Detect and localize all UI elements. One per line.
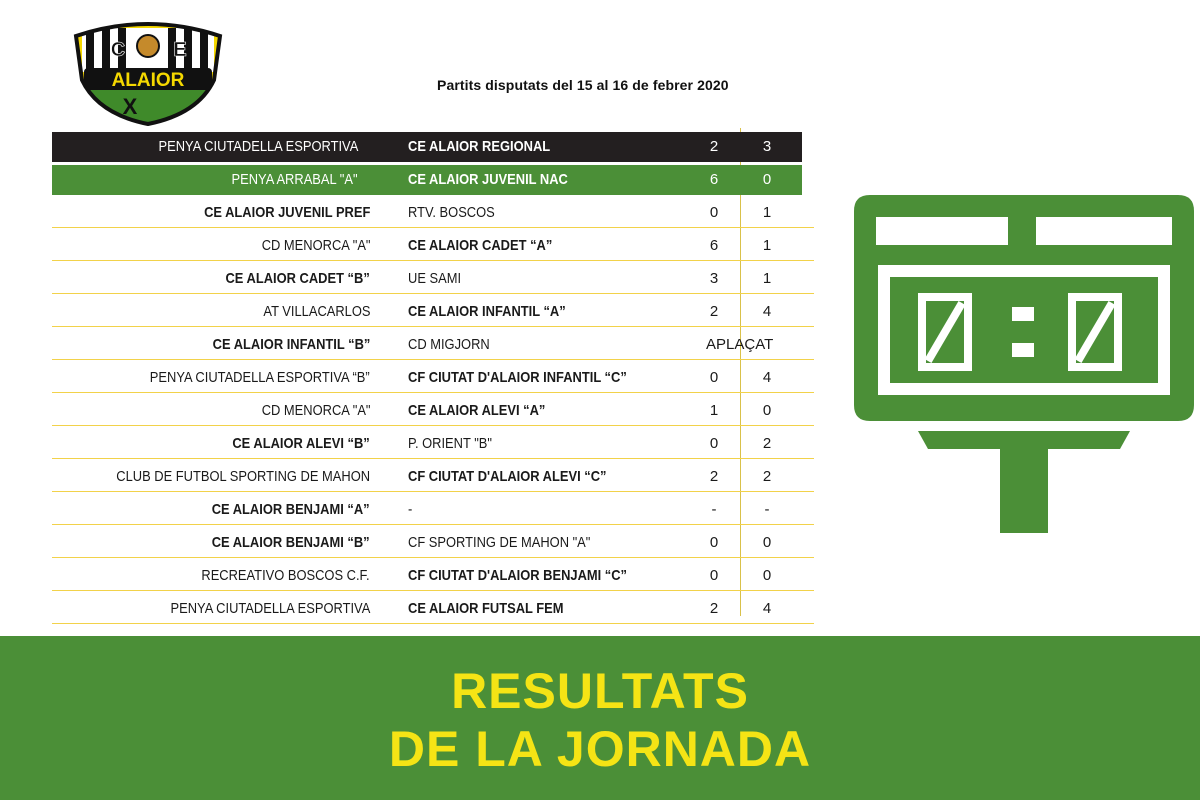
home-team: CE ALAIOR BENJAMI “A” [212, 501, 370, 518]
home-score: 0 [709, 435, 719, 452]
home-score: 0 [709, 534, 719, 551]
banner-title-line2: DE LA JORNADA [388, 721, 812, 777]
result-row [52, 429, 814, 459]
home-score: 0 [709, 204, 719, 221]
home-team: PENYA CIUTADELLA ESPORTIVA [158, 138, 358, 155]
match-status-note: APLAÇAT [706, 336, 774, 353]
home-team: PENYA CIUTADELLA ESPORTIVA [170, 600, 370, 617]
match-dates-subtitle: Partits disputats del 15 al 16 de febrer 2020 [437, 77, 729, 93]
home-score: 2 [709, 600, 719, 617]
home-team: CE ALAIOR ALEVI “B” [232, 435, 370, 452]
away-score: 3 [762, 138, 772, 155]
home-team: PENYA ARRABAL "A" [231, 171, 358, 188]
away-score: 1 [762, 237, 772, 254]
logo-letter-e: E [173, 39, 187, 61]
away-team: UE SAMI [408, 270, 462, 287]
home-score: 2 [709, 303, 719, 320]
away-score: 2 [762, 435, 772, 452]
home-score: 2 [709, 138, 719, 155]
result-row [52, 297, 814, 327]
away-team: CE ALAIOR ALEVI “A” [408, 402, 546, 419]
club-logo [64, 18, 232, 126]
result-row [52, 528, 814, 558]
away-score: - [764, 501, 770, 518]
scoreboard-icon [852, 193, 1196, 533]
result-row [52, 231, 814, 261]
away-score: 4 [762, 303, 772, 320]
result-row [52, 561, 814, 591]
away-team: CD MIGJORN [408, 336, 490, 353]
result-row [52, 495, 814, 525]
away-team: CF CIUTAT D'ALAIOR BENJAMI “C” [408, 567, 628, 584]
home-score: 1 [709, 402, 719, 419]
away-team: RTV. BOSCOS [408, 204, 495, 221]
home-team: CE ALAIOR INFANTIL “B” [212, 336, 370, 353]
home-score: - [711, 501, 717, 518]
result-row [52, 198, 814, 228]
away-score: 0 [762, 402, 772, 419]
club-crest-icon [64, 18, 232, 126]
home-team: RECREATIVO BOSCOS C.F. [201, 567, 370, 584]
home-score: 0 [709, 567, 719, 584]
away-score: 1 [762, 270, 772, 287]
away-team: CF CIUTAT D'ALAIOR INFANTIL “C” [408, 369, 627, 386]
home-score: 2 [709, 468, 719, 485]
away-score: 4 [762, 369, 772, 386]
home-score: 0 [709, 369, 719, 386]
result-row [52, 165, 802, 195]
result-row [52, 396, 814, 426]
home-team: CE ALAIOR BENJAMI “B” [212, 534, 370, 551]
home-score: 6 [709, 171, 719, 188]
logo-name: ALAIOR [111, 70, 185, 91]
result-row [52, 132, 802, 162]
away-team: CE ALAIOR JUVENIL NAC [408, 171, 568, 188]
result-row [52, 330, 814, 360]
away-team: CE ALAIOR CADET “A” [408, 237, 553, 254]
banner-title-line1: RESULTATS [451, 663, 749, 719]
away-team: CE ALAIOR INFANTIL “A” [408, 303, 566, 320]
result-row [52, 594, 814, 624]
away-score: 2 [762, 468, 772, 485]
away-team: CF SPORTING DE MAHON "A" [408, 534, 591, 551]
away-score: 1 [762, 204, 772, 221]
results-banner [0, 636, 1200, 800]
logo-letter-x: X [122, 94, 138, 119]
away-score: 0 [762, 171, 772, 188]
home-team: PENYA CIUTADELLA ESPORTIVA “B” [150, 369, 370, 386]
ball-icon [137, 35, 159, 57]
result-row [52, 462, 814, 492]
results-table [52, 132, 814, 627]
home-team: CD MENORCA "A" [261, 402, 370, 419]
home-score: 6 [709, 237, 719, 254]
home-team: AT VILLACARLOS [262, 303, 370, 320]
result-row [52, 264, 814, 294]
away-team: CE ALAIOR REGIONAL [408, 138, 551, 155]
away-team: CF CIUTAT D'ALAIOR ALEVI “C” [408, 468, 607, 485]
away-team: - [408, 501, 413, 518]
logo-letter-c: C [110, 39, 126, 61]
away-team: CE ALAIOR FUTSAL FEM [408, 600, 564, 617]
away-team: P. ORIENT "B" [408, 435, 492, 452]
result-row [52, 363, 814, 393]
away-score: 0 [762, 534, 772, 551]
home-score: 3 [709, 270, 719, 287]
home-team: CE ALAIOR CADET “B” [225, 270, 370, 287]
home-team: CD MENORCA "A" [261, 237, 370, 254]
home-team: CE ALAIOR JUVENIL PREF [203, 204, 370, 221]
away-score: 4 [762, 600, 772, 617]
home-team: CLUB DE FUTBOL SPORTING DE MAHON [116, 468, 370, 485]
away-score: 0 [762, 567, 772, 584]
